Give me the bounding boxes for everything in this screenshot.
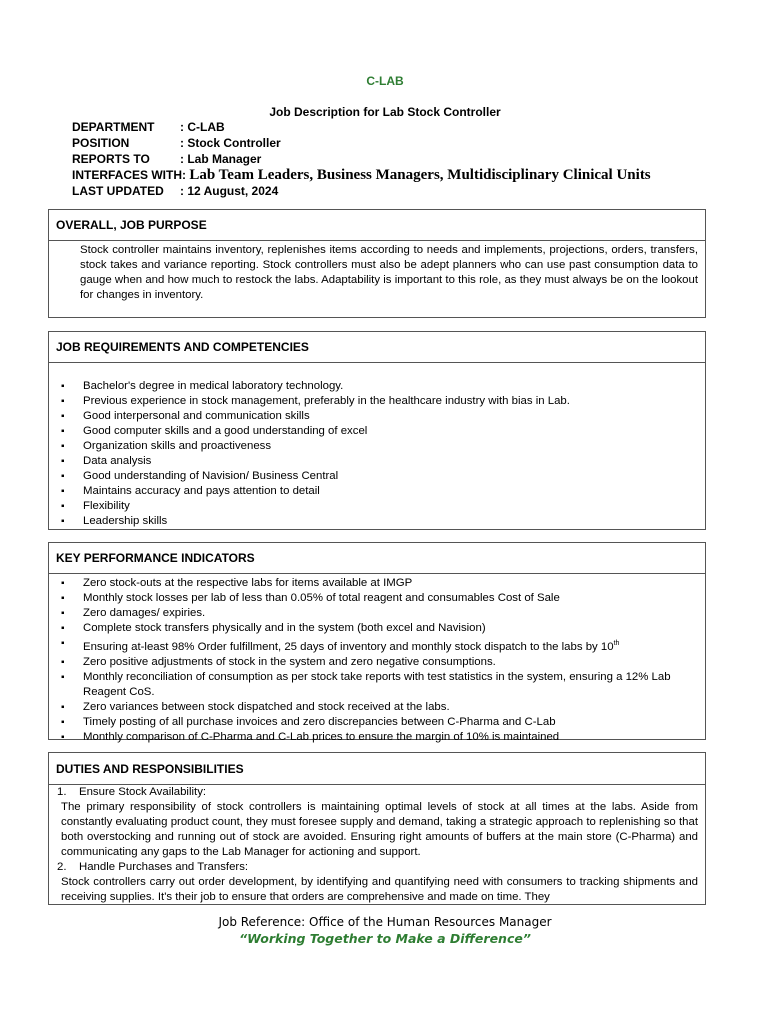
reports-value: : Lab Manager [180,152,262,166]
list-item: ▪ Good interpersonal and communication skills [49,409,705,424]
duty-text: Stock controllers carry out order development, by identifying and quantifying need with consumers to tracking shipments and receiving supplies. It's their job to ensure that orders are comprehensive and made on time. They [61,876,698,903]
purpose-section [48,209,706,318]
document-title: Job Description for Lab Stock Controller [269,105,501,119]
updated-value: : 12 August, 2024 [180,184,279,198]
duty-title-text: Ensure Stock Availability: [79,786,207,798]
purpose-heading: OVERALL, JOB PURPOSE [49,210,705,241]
requirements-section [48,331,706,530]
list-item: ▪ Complete stock transfers physically and in the system (both excel and Navision) [49,621,705,636]
list-item: ▪ Data analysis [49,454,705,469]
kpi-section [48,542,706,743]
position-row [72,135,651,151]
list-item: ▪ Zero variances between stock dispatched and stock received at the labs. [49,700,705,715]
interfaces-label: INTERFACES WITH: [72,168,186,182]
superscript: th [613,640,620,647]
list-item: ▪ Zero stock-outs at the respective labs for items available at IMGP [49,576,705,591]
list-item: ▪ Zero damages/ expiries. [49,606,705,621]
reports-row [72,151,651,167]
duty-text: The primary responsibility of stock controllers is maintaining optimal levels of stock at all times at the labs. Aside from constantly evaluating product count, they must foresee supply and demand, taking a strategic approach to replenishing so that both overstocking and running out of stock are avoided. Ensuring right amounts of buffers at the main store (C-Pharma) and communicating any gaps to the Lab Manager for actioning and support. [61,801,698,858]
interfaces-value: Lab Team Leaders, Business Managers, Multidisciplinary Clinical Units [189,167,651,183]
list-item: ▪ Timely posting of all purchase invoices and zero discrepancies between C-Pharma and C-Lab [49,715,705,730]
duties-section [48,752,706,905]
purpose-text: Stock controller maintains inventory, replenishes items according to needs and implements, projections, orders, transfers, stock takes and variance reporting. Stock controllers must also be adept planners who can use past consumption data to gauge when and how much to restock the labs. Adaptability is important to this role, as they must always be on the lookout for changes in inventory. [80,244,698,301]
list-item [49,636,705,655]
job-meta [72,119,651,199]
list-item: ▪ Flexibility [49,499,705,514]
updated-label: LAST UPDATED [72,184,164,198]
kpi-item-text: Ensuring at-least 98% Order fulfillment, 25 days of inventory and monthly stock dispatch to the labs by 10 [83,640,614,653]
duty-number: 1. [57,786,67,798]
interfaces-row [72,167,651,183]
list-item: ▪ Good understanding of Navision/ Business Central [49,469,705,484]
reports-label: REPORTS TO [72,152,150,166]
duty-number: 2. [57,861,67,873]
brand-title: C-LAB [366,74,404,88]
list-item: ▪ Monthly comparison of C-Pharma and C-Lab prices to ensure the margin of 10% is maintained [49,730,705,745]
duty-item [49,860,705,905]
kpi-list [49,576,705,745]
list-item: ▪ Organization skills and proactiveness [49,439,705,454]
position-value: : Stock Controller [180,136,281,150]
kpi-heading: KEY PERFORMANCE INDICATORS [49,543,705,574]
footer-tagline: “Working Together to Make a Difference” [239,931,531,946]
requirements-heading: JOB REQUIREMENTS AND COMPETENCIES [49,332,705,363]
department-label: DEPARTMENT [72,120,155,134]
list-item: ▪ Bachelor's degree in medical laboratory technology. [49,379,705,394]
duty-item [49,785,705,860]
department-row [72,119,651,135]
duties-heading: DUTIES AND RESPONSIBILITIES [49,753,705,785]
list-item: ▪ Maintains accuracy and pays attention to detail [49,484,705,499]
footer-reference: Job Reference: Office of the Human Resources Manager [218,915,552,929]
duty-title [49,860,705,875]
duty-title-text: Handle Purchases and Transfers: [79,861,249,873]
list-item: ▪ Monthly stock losses per lab of less than 0.05% of total reagent and consumables Cost of Sale [49,591,705,606]
list-item: ▪ Monthly reconciliation of consumption as per stock take reports with test statistics in the system, ensuring a 12% Lab Reagent CoS. [49,670,705,700]
duty-title [49,785,705,800]
list-item: ▪ Leadership skills [49,514,705,529]
requirements-list [49,379,705,529]
updated-row [72,183,651,199]
list-item: ▪ Good computer skills and a good understanding of excel [49,424,705,439]
list-item: ▪ Zero positive adjustments of stock in the system and zero negative consumptions. [49,655,705,670]
list-item: ▪ Previous experience in stock management, preferably in the healthcare industry with bias in Lab. [49,394,705,409]
position-label: POSITION [72,136,130,150]
department-value: : C-LAB [180,120,225,134]
